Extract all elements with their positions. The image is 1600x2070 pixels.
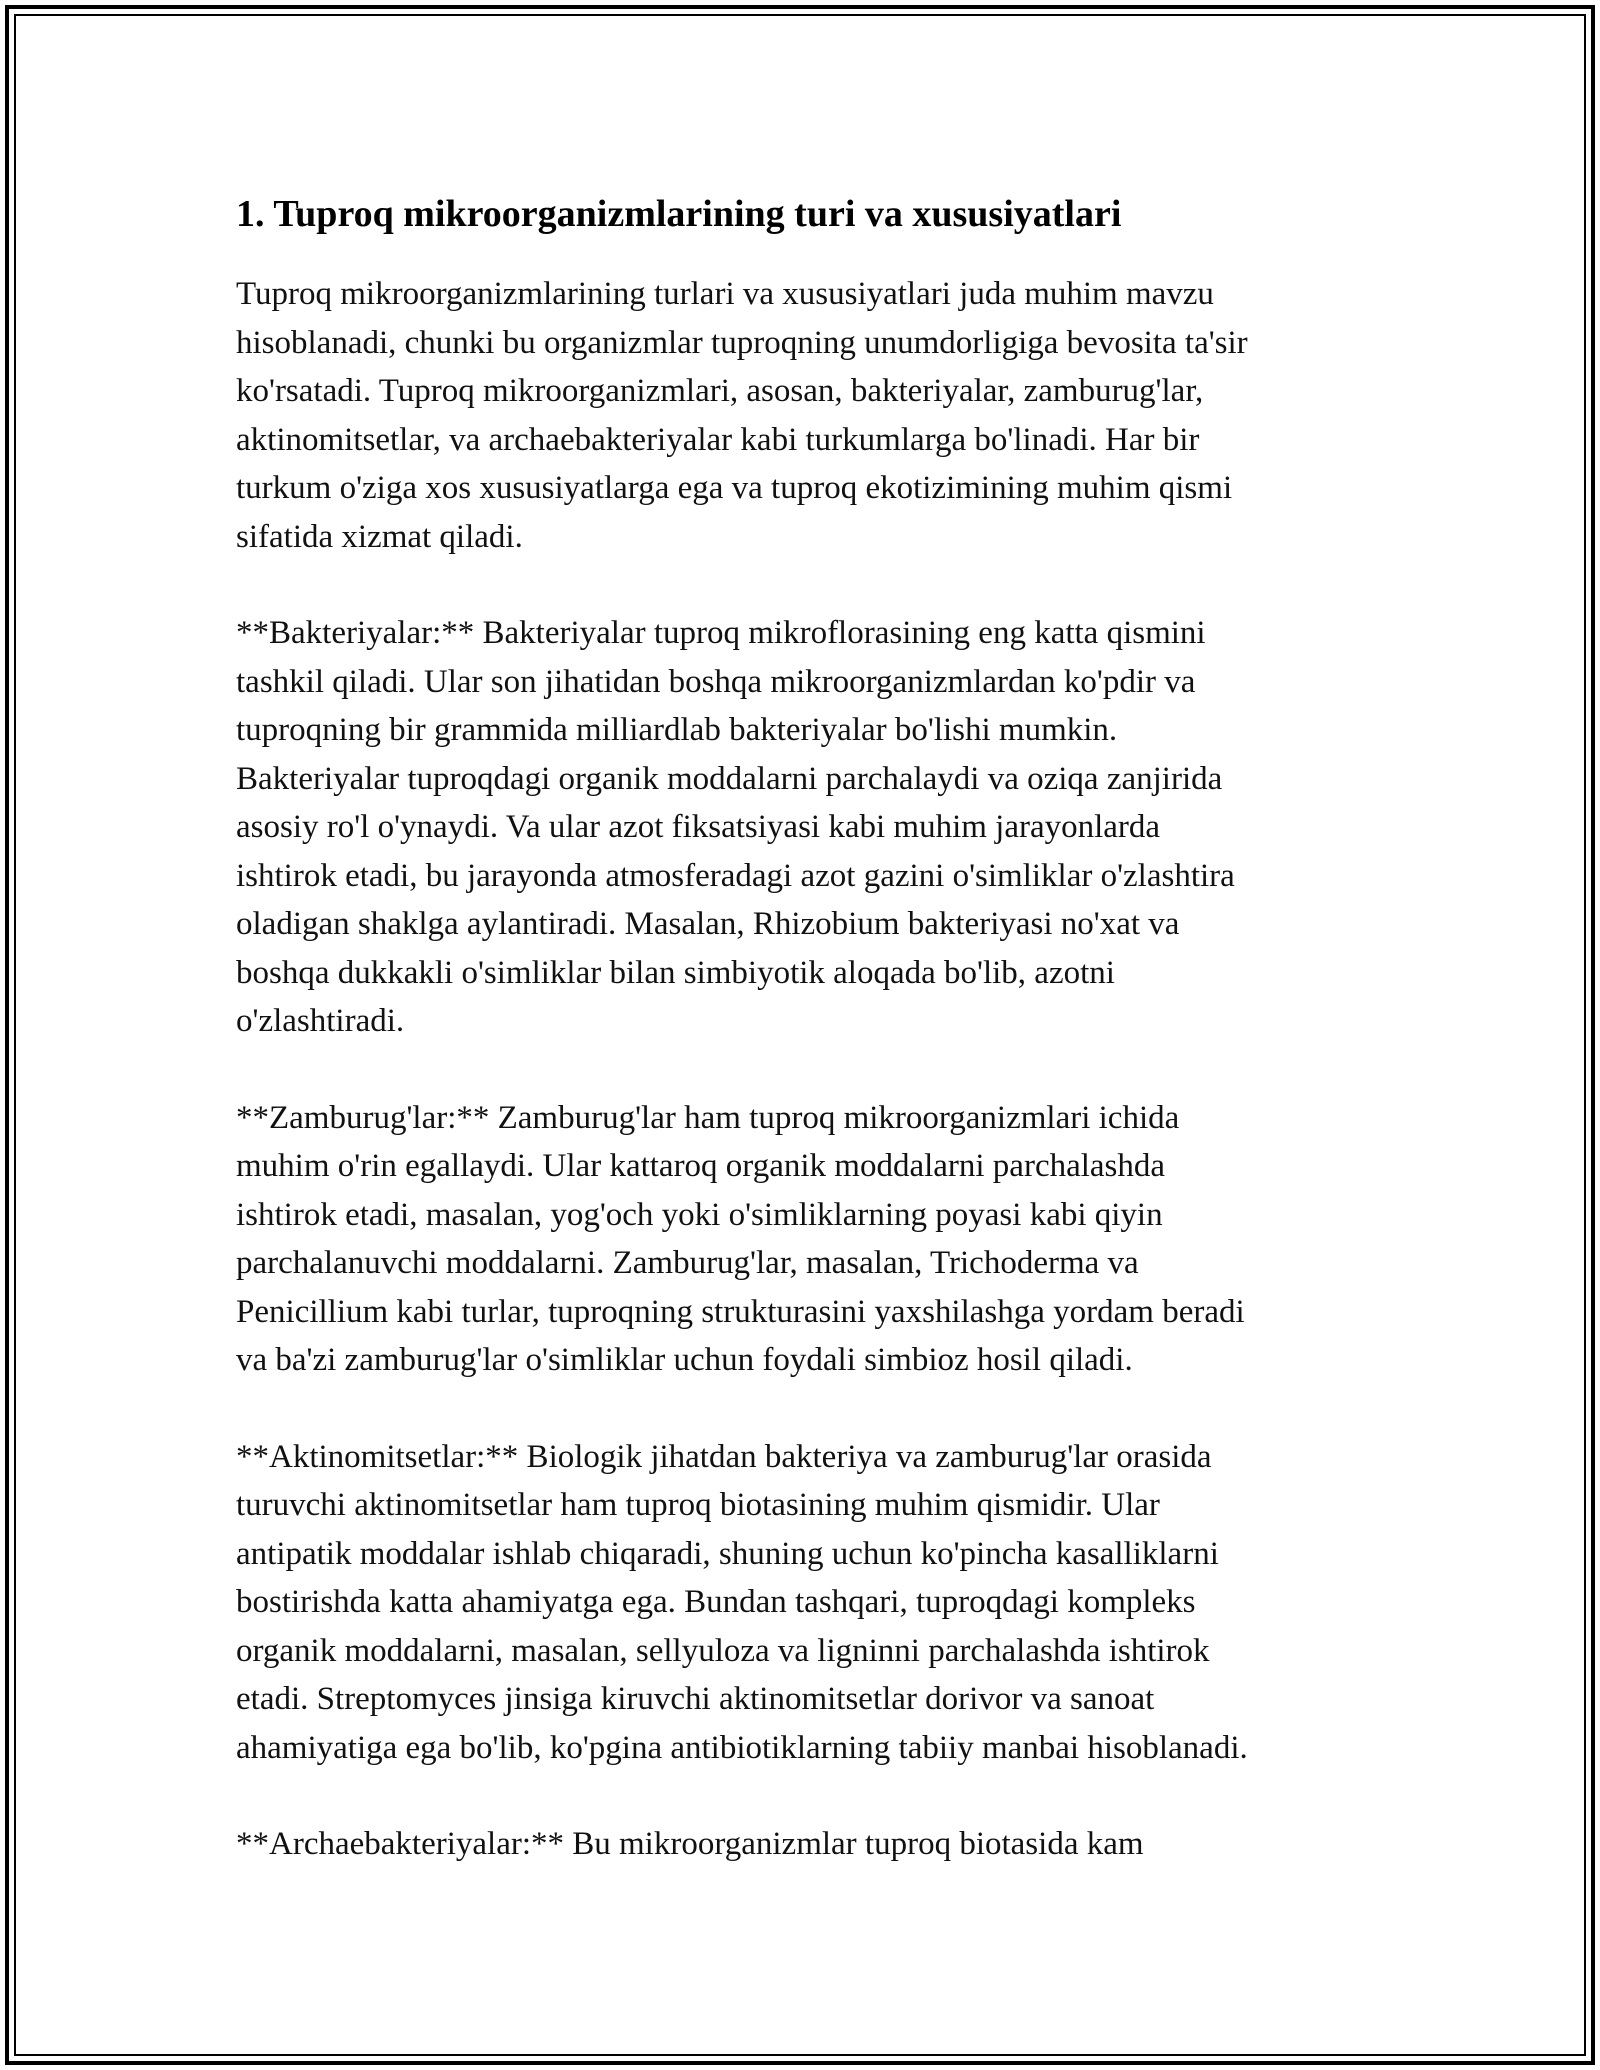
paragraph-aktinomitsetlar: **Aktinomitsetlar:** Biologik jihatdan bakteriya va zamburug'lar orasida turuvchi aktinomitsetlar ham tuproq biotasining muhim qismidir. Ular antipatik moddalar ishlab chiqaradi, shuning uchun ko'pincha kasalliklarni bostirishda katta ahamiyatga ega. Bundan tashqari, tuproqdagi kompleks organik moddalarni, masalan, sellyuloza va ligninni parchalashda ishtirok etadi. Streptomyces jinsiga kiruvchi aktinomitsetlar dorivor va sanoat ahamiyatiga ega bo'lib, ko'pgina antibiotiklarning tabiiy manbai hisoblanadi.: [236, 1438, 1248, 1766]
document-body: [236, 188, 1376, 1917]
paragraph-bakteriyalar: **Bakteriyalar:** Bakteriyalar tuproq mikroflorasining eng katta qismini tashkil qiladi. Ular son jihatidan boshqa mikroorganizmlardan ko'pdir va tuproqning bir grammida milliardlab bakteriyalar bo'lishi mumkin. Bakteriyalar tuproqdagi organik moddalarni parchalaydi va oziqa zanjirida asosiy ro'l o'ynaydi. Va ular azot fiksatsiyasi kabi muhim jarayonlarda ishtirok etadi, bu jarayonda atmosferadagi azot gazini o'simliklar o'zlashtira oladigan shaklga aylantiradi. Masalan, Rhizobium bakteriyasi no'xat va boshqa dukkakli o'simliklar bilan simbiyotik aloqada bo'lib, azotni o'zlashtiradi.: [236, 615, 1235, 1039]
paragraph-archaebakteriyalar: **Archaebakteriyalar:** Bu mikroorganizmlar tuproq biotasida kam: [236, 1826, 1144, 1862]
section-heading: 1. Tuproq mikroorganizmlarining turi va xususiyatlari: [236, 193, 1122, 235]
paragraph-intro: Tuproq mikroorganizmlarining turlari va xususiyatlari juda muhim mavzu hisoblanadi, chunki bu organizmlar tuproqning unumdorligiga bevosita ta'sir ko'rsatadi. Tuproq mikroorganizmlari, asosan, bakteriyalar, zamburug'lar, aktinomitsetlar, va archaebakteriyalar kabi turkumlarga bo'linadi. Har bir turkum o'ziga xos xususiyatlarga ega va tuproq ekotizimining muhim qismi sifatida xizmat qiladi.: [236, 276, 1248, 555]
paragraph-zamburuglar: **Zamburug'lar:** Zamburug'lar ham tuproq mikroorganizmlari ichida muhim o'rin egallaydi. Ular kattaroq organik moddalarni parchalashda ishtirok etadi, masalan, yog'och yoki o'simliklarning poyasi kabi qiyin parchalanuvchi moddalarni. Zamburug'lar, masalan, Trichoderma va Penicillium kabi turlar, tuproqning strukturasini yaxshilashga yordam beradi va ba'zi zamburug'lar o'simliklar uchun foydali simbioz hosil qiladi.: [236, 1099, 1245, 1378]
